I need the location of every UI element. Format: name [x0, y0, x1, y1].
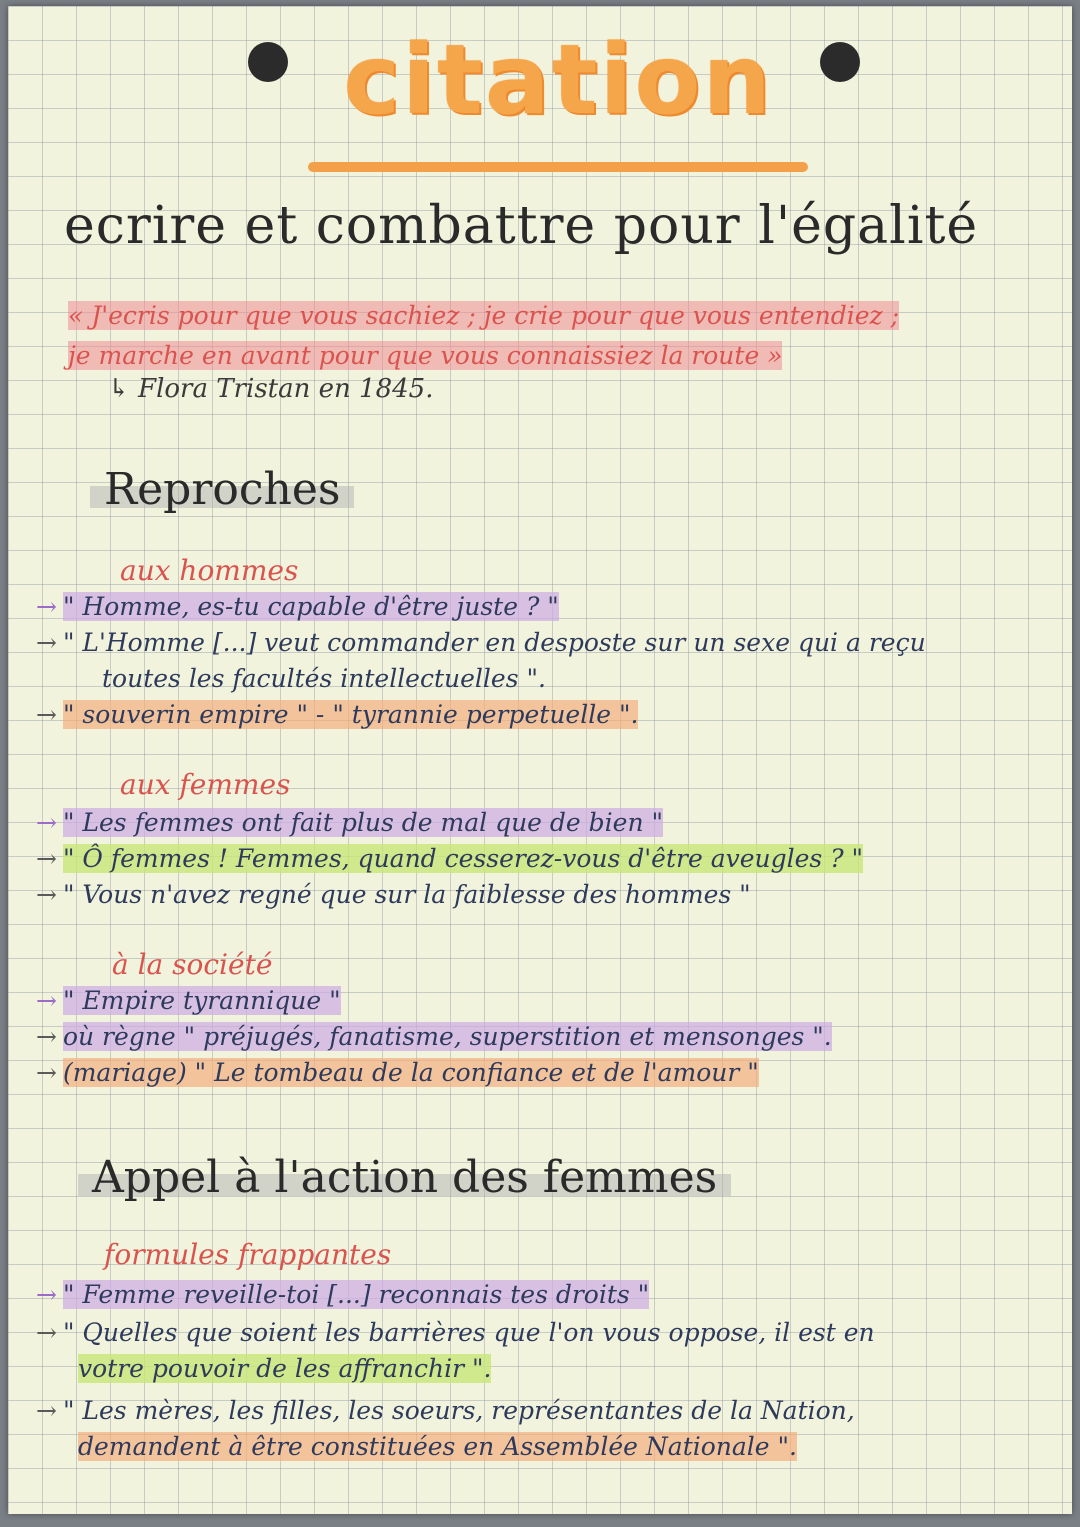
arrow-icon: → [36, 808, 57, 837]
quote-line-1: « J'ecris pour que vous sachiez ; je crie pour que vous entendiez ; [68, 301, 900, 330]
arrow-icon: → [36, 628, 57, 657]
quote-line-2: je marche en avant pour que vous connaissiez la route » [68, 341, 783, 370]
arrow-icon: → [36, 880, 57, 909]
subheading-femmes: aux femmes [120, 768, 291, 801]
arrow-icon: → [36, 700, 57, 729]
page-title: citation [343, 24, 773, 136]
section-reproches [104, 464, 340, 515]
list-item: → " Femme reveille-toi [...] reconnais tes droits " [36, 1280, 650, 1309]
arrow-icon: → [36, 1058, 57, 1087]
list-item: → " Ô femmes ! Femmes, quand cesserez-vous d'être aveugles ? " [36, 844, 864, 873]
arrow-icon: → [36, 1022, 57, 1051]
arrow-icon: → [36, 592, 57, 621]
section-appel [92, 1152, 717, 1203]
section-heading: Reproches [104, 464, 341, 515]
subheading-societe: à la société [112, 948, 273, 981]
list-item: → " Vous n'avez regné que sur la faiblesse des hommes " [36, 880, 751, 909]
list-item: → " L'Homme [...] veut commander en desposte sur un sexe qui a reçu [36, 628, 926, 657]
list-item: → " souverin empire " - " tyrannie perpetuelle ". [36, 700, 639, 729]
title-underline [308, 162, 808, 172]
quote-author: ↳ Flora Tristan en 1845. [108, 374, 434, 404]
list-item: → (mariage) " Le tombeau de la confiance et de l'amour " [36, 1058, 759, 1087]
section-heading: Appel à l'action des femmes [92, 1152, 718, 1203]
list-item: → " Quelles que soient les barrières que l'on vous oppose, il est en [36, 1318, 875, 1347]
list-item: → " Empire tyrannique " [36, 986, 341, 1015]
list-item: → " Les mères, les filles, les soeurs, représentantes de la Nation, [36, 1396, 855, 1425]
arrow-icon: → [36, 844, 57, 873]
arrow-icon: → [36, 1396, 57, 1425]
list-item-continuation: toutes les facultés intellectuelles ". [102, 664, 546, 693]
binder-hole-right [820, 42, 860, 82]
subheading-hommes: aux hommes [120, 554, 299, 587]
binder-hole-left [248, 42, 288, 82]
arrow-icon: → [36, 1318, 57, 1347]
list-item: → " Les femmes ont fait plus de mal que de bien " [36, 808, 664, 837]
subheading-formules: formules frappantes [104, 1238, 392, 1271]
arrow-icon: → [36, 1280, 57, 1309]
list-item: → où règne " préjugés, fanatisme, superstition et mensonges ". [36, 1022, 832, 1051]
list-item: → " Homme, es-tu capable d'être juste ? " [36, 592, 559, 621]
arrow-icon: → [36, 986, 57, 1015]
list-item-continuation: votre pouvoir de les affranchir ". [78, 1354, 492, 1383]
notebook-page [8, 6, 1072, 1514]
page-subtitle: ecrire et combattre pour l'égalité [64, 196, 979, 256]
list-item-continuation: demandent à être constituées en Assemblée Nationale ". [78, 1432, 797, 1461]
quote-block [68, 296, 1058, 376]
